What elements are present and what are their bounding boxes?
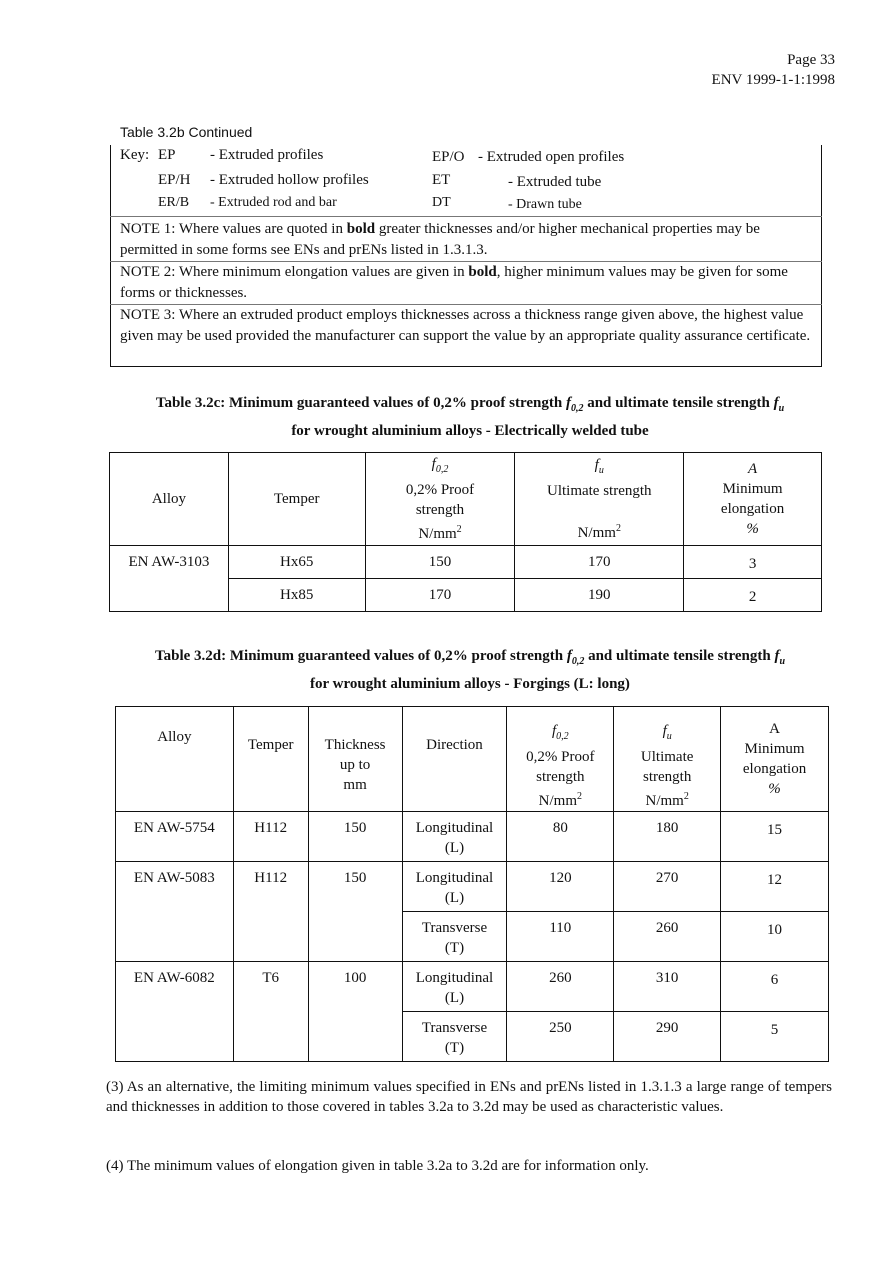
header-temper: Temper [233,707,308,812]
elongation-cell: 12 [721,862,829,912]
ultimate-cell: 270 [614,862,721,912]
elongation-cell: 10 [721,912,829,962]
temper-cell: Hx85 [228,579,365,612]
alloy-cell: EN AW-3103 [110,546,229,612]
thickness-cell: 150 [308,862,402,962]
header-elongation: A Minimum elongation % [721,707,829,812]
header-row [110,453,822,546]
key-code: EP/O [432,149,465,165]
elongation-cell: 2 [684,579,822,612]
alloy-cell: EN AW-5754 [116,812,234,862]
ultimate-cell: 190 [515,579,684,612]
note-divider [110,216,822,217]
paragraph-4: (4) The minimum values of elongation given in table 3.2a to 3.2d are for information only. [106,1158,649,1174]
proof-cell: 120 [507,862,614,912]
proof-cell: 80 [507,812,614,862]
proof-cell: 150 [365,546,515,579]
page-number: Page 33 [787,52,835,68]
key-code: ET [432,172,451,188]
key-code: EP [158,147,176,163]
table-row [116,962,829,1012]
paragraph-3: (3) As an alternative, the limiting minimum values specified in ENs and prENs listed in 1.3.1.3 a large range of tempers and thicknesses in addition to those covered in tables 3.2a to 3.2d may be used as characteristic values. [106,1079,832,1115]
table-row [116,862,829,912]
table-row [116,812,829,862]
ultimate-cell: 180 [614,812,721,862]
key-desc: - Extruded tube [508,174,602,190]
table-3-2d [115,706,829,1062]
elongation-cell: 15 [721,812,829,862]
key-desc: - Extruded hollow profiles [210,172,369,188]
direction-cell: Transverse (T) [402,912,507,962]
key-code: ER/B [158,195,190,210]
key-desc: - Extruded open profiles [478,149,625,165]
table-3-2d-caption: Table 3.2d: Minimum guaranteed values of 0,2% proof strength $f_{0,2}$ and ultimate tensile strength $f_u$ for wrought aluminium alloys - Forgings (L: long) [154,648,786,692]
header-temper: Temper [228,453,365,546]
alloy-cell: EN AW-5083 [116,862,234,962]
note-3: NOTE 3: Where an extruded product employs thicknesses across a thickness range given above, the highest value given may be used provided the manufacturer can support the value by an appropriate quality assurance certificate. [120,307,811,344]
direction-cell: Longitudinal (L) [402,812,507,862]
elongation-cell: 5 [721,1012,829,1062]
note-1: NOTE 1: Where values are quoted in bold greater thicknesses and/or higher mechanical properties may be permitted in some forms see ENs and prENs listed in 1.3.1.3. [120,221,760,258]
key-code: EP/H [158,172,191,188]
elongation-cell: 6 [721,962,829,1012]
temper-cell: T6 [233,962,308,1062]
header-ultimate-strength: $f_u$ Ultimate strength $N/mm^2$ [614,707,721,812]
key-desc: - Extruded profiles [210,147,324,163]
table-3-2c-caption: Table 3.2c: Minimum guaranteed values of 0,2% proof strength $f_{0,2}$ and ultimate tensile strength $f_u$ for wrought aluminium alloys - Electrically welded tube [155,395,785,439]
header-alloy: Alloy [116,707,234,812]
key-code: DT [432,195,451,210]
temper-cell: Hx65 [228,546,365,579]
table-3-2c [109,452,822,612]
ultimate-cell: 260 [614,912,721,962]
direction-cell: Transverse (T) [402,1012,507,1062]
direction-cell: Longitudinal (L) [402,862,507,912]
proof-cell: 260 [507,962,614,1012]
header-direction: Direction [402,707,507,812]
elongation-cell: 3 [684,546,822,579]
table-3-2b-label: Table 3.2b Continued [120,124,253,140]
temper-cell: H112 [233,812,308,862]
note-2: NOTE 2: Where minimum elongation values are given in bold, higher minimum values may be given for some forms or thicknesses. [120,264,788,301]
header-elongation: A Minimum elongation % [684,453,822,546]
table-row [110,546,822,579]
header-row [116,707,829,812]
direction-cell: Longitudinal (L) [402,962,507,1012]
thickness-cell: 100 [308,962,402,1062]
ultimate-cell: 170 [515,546,684,579]
proof-cell: 110 [507,912,614,962]
key-desc: - Drawn tube [508,197,582,212]
key-desc: - Extruded rod and bar [210,195,337,210]
header-proof-strength: $f_{0,2}$ 0,2% Proof strength $N/mm^2$ [507,707,614,812]
header-ultimate-strength: $f_u$ Ultimate strength $N/mm^2$ [515,453,684,546]
document-id: ENV 1999-1-1:1998 [711,72,835,88]
alloy-cell: EN AW-6082 [116,962,234,1062]
header-proof-strength: $f_{0,2}$ 0,2% Proof strength $N/mm^2$ [365,453,515,546]
thickness-cell: 150 [308,812,402,862]
temper-cell: H112 [233,862,308,962]
proof-cell: 170 [365,579,515,612]
key-title: Key: [120,147,150,163]
header-alloy: Alloy [110,453,229,546]
ultimate-cell: 290 [614,1012,721,1062]
proof-cell: 250 [507,1012,614,1062]
ultimate-cell: 310 [614,962,721,1012]
header-thickness: Thickness up to mm [308,707,402,812]
